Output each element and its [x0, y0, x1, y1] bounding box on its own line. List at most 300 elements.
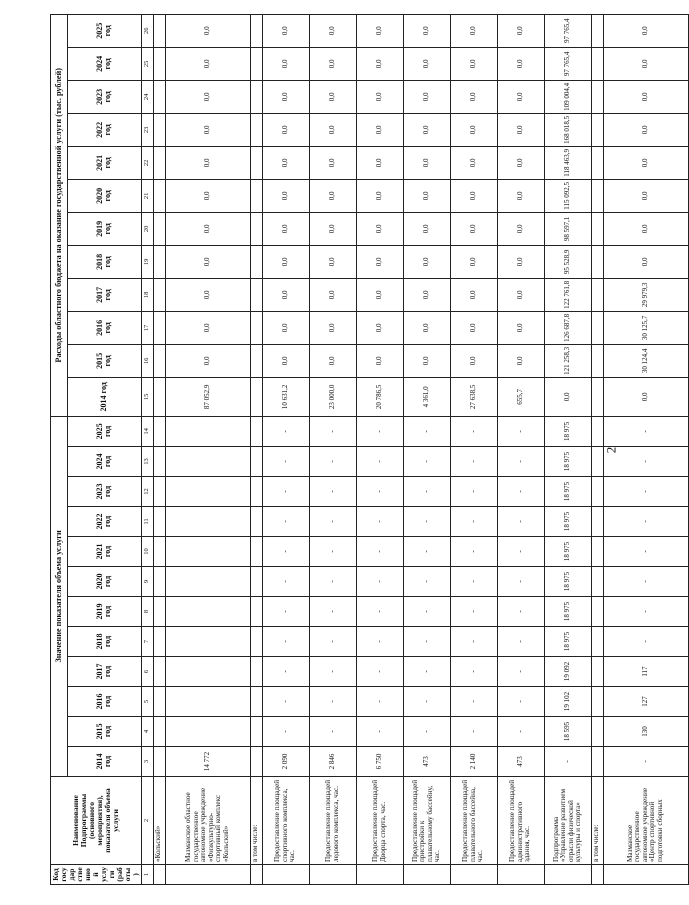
expense-cell: 0,0 [497, 344, 544, 377]
expense-cell: 87 052,9 [165, 377, 250, 416]
expense-cell: 0,0 [497, 113, 544, 146]
expense-group-header: Расходы областного бюджета на оказание государственной услуги (тыс. рублей) [51, 14, 68, 416]
expense-cell: 0,0 [403, 146, 450, 179]
expense-cell: 0,0 [403, 212, 450, 245]
expense-cell: 0,0 [603, 245, 688, 278]
expense-cell: 97 765,4 [544, 14, 591, 47]
expense-cell: 0,0 [356, 245, 403, 278]
volume-cell: - [262, 537, 309, 567]
row-code [262, 865, 309, 885]
year-header-row [68, 14, 142, 884]
expense-cell: 0,0 [403, 14, 450, 47]
volume-cell: - [309, 537, 356, 567]
volume-cell: - [403, 447, 450, 477]
column-index: 20 [141, 212, 153, 245]
expense-cell [250, 344, 262, 377]
volume-cell: - [497, 627, 544, 657]
volume-year-header: 2022 год [68, 507, 142, 537]
expense-cell [153, 212, 165, 245]
expense-cell: 0,0 [356, 146, 403, 179]
expense-cell: 0,0 [356, 311, 403, 344]
expense-cell: 0,0 [309, 14, 356, 47]
volume-year-header: 2014 год [68, 747, 142, 777]
row-code [309, 865, 356, 885]
volume-cell [250, 477, 262, 507]
table-row [450, 14, 497, 884]
volume-cell [250, 507, 262, 537]
expense-cell: 0,0 [356, 47, 403, 80]
expense-cell: 0,0 [450, 14, 497, 47]
column-index: 2 [141, 777, 153, 865]
expense-cell: 0,0 [497, 47, 544, 80]
volume-cell: - [403, 687, 450, 717]
expense-cell: 0,0 [309, 179, 356, 212]
table-row [262, 14, 309, 884]
volume-cell: - [309, 447, 356, 477]
expense-year-header: 2021 год [68, 146, 142, 179]
volume-cell: - [497, 477, 544, 507]
row-code [450, 865, 497, 885]
expense-cell: 0,0 [309, 344, 356, 377]
expense-cell: 109 004,4 [544, 80, 591, 113]
volume-year-header: 2015 год [68, 717, 142, 747]
expense-cell: 0,0 [262, 179, 309, 212]
volume-cell: - [403, 627, 450, 657]
volume-year-header: 2016 год [68, 687, 142, 717]
volume-cell [250, 416, 262, 446]
expense-cell: 0,0 [165, 146, 250, 179]
expense-cell [153, 14, 165, 47]
row-name: Подпрограмма «Управление развитием отрасли физической культуры и спорта» [544, 777, 591, 865]
volume-cell: 19 092 [544, 657, 591, 687]
expense-cell: 0,0 [403, 311, 450, 344]
volume-cell [165, 507, 250, 537]
volume-cell: - [450, 657, 497, 687]
expense-cell [591, 80, 603, 113]
expense-cell: 0,0 [403, 113, 450, 146]
row-code [603, 865, 688, 885]
expense-year-header: 2019 год [68, 212, 142, 245]
expense-cell [153, 113, 165, 146]
expense-cell: 118 463,9 [544, 146, 591, 179]
volume-cell [153, 567, 165, 597]
volume-cell: - [603, 477, 688, 507]
column-index: 10 [141, 537, 153, 567]
volume-cell: - [309, 657, 356, 687]
expense-cell: 0,0 [450, 146, 497, 179]
expense-cell [591, 212, 603, 245]
volume-cell: 18 975 [544, 627, 591, 657]
expense-cell [250, 113, 262, 146]
expense-cell: 0,0 [403, 245, 450, 278]
row-name: Предоставление площадей административного здания, час. [497, 777, 544, 865]
volume-cell: - [309, 717, 356, 747]
expense-cell: 0,0 [450, 47, 497, 80]
table-row [497, 14, 544, 884]
volume-year-header: 2025 год [68, 416, 142, 446]
volume-cell: - [403, 567, 450, 597]
volume-cell: - [603, 567, 688, 597]
column-index: 12 [141, 477, 153, 507]
expense-cell: 115 092,5 [544, 179, 591, 212]
volume-cell: 19 102 [544, 687, 591, 717]
expense-cell: 0,0 [603, 146, 688, 179]
expense-cell: 655,7 [497, 377, 544, 416]
expense-year-header: 2025 год [68, 14, 142, 47]
expense-cell: 0,0 [262, 113, 309, 146]
volume-cell: - [403, 717, 450, 747]
expense-cell [250, 212, 262, 245]
volume-cell [165, 447, 250, 477]
volume-cell: - [309, 627, 356, 657]
volume-cell: - [403, 507, 450, 537]
expense-cell [591, 47, 603, 80]
expense-cell: 0,0 [450, 245, 497, 278]
column-index: 4 [141, 717, 153, 747]
table-row [250, 14, 262, 884]
expense-cell: 0,0 [262, 47, 309, 80]
volume-cell: 18 975 [544, 507, 591, 537]
expense-cell: 0,0 [603, 80, 688, 113]
volume-year-header: 2018 год [68, 627, 142, 657]
volume-cell: - [262, 717, 309, 747]
volume-cell: 18 975 [544, 477, 591, 507]
volume-cell: - [544, 747, 591, 777]
volume-cell [165, 416, 250, 446]
volume-cell: - [497, 416, 544, 446]
volume-cell [591, 597, 603, 627]
volume-cell [153, 747, 165, 777]
volume-cell [591, 537, 603, 567]
volume-cell [250, 747, 262, 777]
expense-cell: 0,0 [403, 80, 450, 113]
expense-cell: 0,0 [403, 179, 450, 212]
volume-cell: 130 [603, 717, 688, 747]
row-name: Мазманское государственное автономное учреждение «Центр спортивной подготовки сборных [603, 777, 688, 865]
volume-year-header: 2021 год [68, 537, 142, 567]
volume-cell: - [450, 477, 497, 507]
expense-year-header: 2023 год [68, 80, 142, 113]
volume-cell: - [497, 687, 544, 717]
volume-cell: - [262, 507, 309, 537]
volume-year-header: 2023 год [68, 477, 142, 507]
expense-cell: 0,0 [603, 377, 688, 416]
expense-cell: 0,0 [450, 344, 497, 377]
row-code [497, 865, 544, 885]
expense-cell: 122 761,8 [544, 278, 591, 311]
volume-cell: - [262, 447, 309, 477]
expense-cell [153, 311, 165, 344]
volume-cell: - [497, 537, 544, 567]
volume-cell: - [356, 597, 403, 627]
expense-cell: 0,0 [309, 80, 356, 113]
expense-cell: 0,0 [309, 146, 356, 179]
expense-cell: 0,0 [497, 245, 544, 278]
volume-cell [153, 447, 165, 477]
expense-cell [250, 80, 262, 113]
expense-cell: 4 361,0 [403, 377, 450, 416]
expense-cell: 30 124,4 [603, 344, 688, 377]
table-row [356, 14, 403, 884]
volume-cell: - [262, 657, 309, 687]
volume-cell [165, 477, 250, 507]
expense-year-header: 2022 год [68, 113, 142, 146]
expense-cell: 30 125,7 [603, 311, 688, 344]
column-index: 26 [141, 14, 153, 47]
expense-cell [591, 377, 603, 416]
volume-cell: - [356, 627, 403, 657]
volume-year-header: 2017 год [68, 657, 142, 687]
volume-cell [153, 687, 165, 717]
volume-cell: 2 140 [450, 747, 497, 777]
row-name: Предоставление площадей ледового комплекса, час. [309, 777, 356, 865]
volume-cell: 473 [403, 747, 450, 777]
volume-cell: - [262, 477, 309, 507]
volume-cell [591, 717, 603, 747]
volume-cell [153, 597, 165, 627]
expense-cell: 0,0 [403, 344, 450, 377]
volume-cell: - [450, 537, 497, 567]
volume-cell [165, 567, 250, 597]
column-index: 11 [141, 507, 153, 537]
volume-cell: - [262, 687, 309, 717]
volume-cell: - [497, 567, 544, 597]
expense-cell: 0,0 [450, 113, 497, 146]
table-body [153, 14, 688, 884]
expense-cell: 0,0 [356, 113, 403, 146]
expense-cell: 0,0 [497, 212, 544, 245]
volume-cell [250, 447, 262, 477]
expense-cell [153, 245, 165, 278]
expense-cell: 0,0 [309, 212, 356, 245]
volume-year-header: 2019 год [68, 597, 142, 627]
expense-cell: 0,0 [309, 311, 356, 344]
volume-cell: - [262, 416, 309, 446]
volume-cell: - [603, 416, 688, 446]
expense-cell: 121 258,3 [544, 344, 591, 377]
expense-cell [250, 377, 262, 416]
volume-cell: - [356, 416, 403, 446]
volume-cell: - [356, 477, 403, 507]
expense-cell: 0,0 [356, 344, 403, 377]
volume-cell [250, 537, 262, 567]
expense-cell: 97 765,4 [544, 47, 591, 80]
volume-cell [250, 567, 262, 597]
volume-cell [250, 687, 262, 717]
expense-cell: 0,0 [603, 113, 688, 146]
expense-cell: 0,0 [450, 80, 497, 113]
volume-cell [591, 567, 603, 597]
volume-cell [250, 657, 262, 687]
column-index: 18 [141, 278, 153, 311]
volume-cell [591, 447, 603, 477]
expense-year-header: 2017 год [68, 278, 142, 311]
services-table [50, 14, 689, 885]
column-index: 14 [141, 416, 153, 446]
volume-cell [591, 507, 603, 537]
row-name: Предоставление площадей пристройки к плавательному бассейну, час. [403, 777, 450, 865]
column-index: 8 [141, 597, 153, 627]
expense-cell: 0,0 [165, 47, 250, 80]
expense-cell: 0,0 [165, 245, 250, 278]
row-name: Предоставление площадей спортивного комплекса, час. [262, 777, 309, 865]
expense-cell: 0,0 [356, 278, 403, 311]
column-index: 5 [141, 687, 153, 717]
expense-year-header: 2014 год [68, 377, 142, 416]
volume-cell: - [450, 447, 497, 477]
expense-year-header: 2015 год [68, 344, 142, 377]
expense-cell: 0,0 [262, 80, 309, 113]
expense-cell: 0,0 [603, 212, 688, 245]
volume-cell: - [450, 687, 497, 717]
expense-cell: 0,0 [309, 245, 356, 278]
column-index: 9 [141, 567, 153, 597]
volume-cell: - [356, 657, 403, 687]
expense-cell [250, 278, 262, 311]
volume-cell: - [450, 507, 497, 537]
expense-cell: 0,0 [262, 212, 309, 245]
expense-cell: 0,0 [262, 278, 309, 311]
table-row [403, 14, 450, 884]
volume-cell: - [356, 567, 403, 597]
expense-cell [153, 146, 165, 179]
volume-cell [165, 627, 250, 657]
expense-cell: 0,0 [165, 80, 250, 113]
expense-cell: 0,0 [497, 80, 544, 113]
volume-cell: 6 750 [356, 747, 403, 777]
volume-cell: - [403, 657, 450, 687]
volume-cell [153, 657, 165, 687]
volume-cell [591, 687, 603, 717]
row-name: Предоставление площадей плавательного бассейна, час. [450, 777, 497, 865]
volume-cell: - [497, 597, 544, 627]
expense-cell: 0,0 [450, 212, 497, 245]
expense-cell: 0,0 [165, 311, 250, 344]
volume-cell: - [450, 717, 497, 747]
expense-cell: 0,0 [450, 278, 497, 311]
expense-cell: 0,0 [356, 80, 403, 113]
volume-cell [591, 657, 603, 687]
column-index: 17 [141, 311, 153, 344]
column-index: 24 [141, 80, 153, 113]
volume-cell: 18 975 [544, 416, 591, 446]
expense-cell: 0,0 [356, 212, 403, 245]
row-code [356, 865, 403, 885]
expense-cell: 95 528,9 [544, 245, 591, 278]
expense-cell [250, 14, 262, 47]
expense-cell [153, 80, 165, 113]
expense-cell [250, 47, 262, 80]
volume-cell: 18 975 [544, 567, 591, 597]
volume-cell: - [497, 717, 544, 747]
expense-cell [250, 311, 262, 344]
table-row [603, 14, 688, 884]
volume-cell [153, 477, 165, 507]
volume-cell [250, 597, 262, 627]
volume-cell: - [403, 416, 450, 446]
column-index: 23 [141, 113, 153, 146]
expense-cell: 0,0 [403, 47, 450, 80]
volume-cell: - [497, 507, 544, 537]
expense-cell [591, 146, 603, 179]
volume-cell: - [603, 627, 688, 657]
volume-year-header: 2024 год [68, 447, 142, 477]
expense-cell: 0,0 [309, 113, 356, 146]
volume-cell: - [450, 416, 497, 446]
volume-cell [250, 717, 262, 747]
expense-cell [591, 14, 603, 47]
volume-cell: - [356, 717, 403, 747]
volume-cell [165, 597, 250, 627]
expense-year-header: 2016 год [68, 311, 142, 344]
expense-cell: 0,0 [603, 14, 688, 47]
expense-cell: 0,0 [603, 179, 688, 212]
volume-cell [153, 507, 165, 537]
column-index: 21 [141, 179, 153, 212]
expense-cell [591, 113, 603, 146]
expense-cell: 98 597,1 [544, 212, 591, 245]
volume-cell [165, 687, 250, 717]
table-row [544, 14, 591, 884]
expense-cell: 0,0 [165, 179, 250, 212]
expense-cell: 0,0 [262, 311, 309, 344]
volume-cell: - [356, 447, 403, 477]
volume-cell: - [309, 687, 356, 717]
volume-cell: - [262, 627, 309, 657]
volume-cell: - [403, 537, 450, 567]
expense-cell: 0,0 [403, 278, 450, 311]
volume-cell: - [497, 447, 544, 477]
volume-cell: 2 090 [262, 747, 309, 777]
expense-cell: 27 638,5 [450, 377, 497, 416]
volume-cell [153, 717, 165, 747]
volume-cell: 473 [497, 747, 544, 777]
volume-cell: - [603, 747, 688, 777]
expense-year-header: 2020 год [68, 179, 142, 212]
column-index: 16 [141, 344, 153, 377]
row-code [591, 865, 603, 885]
volume-cell: - [356, 537, 403, 567]
expense-cell: 0,0 [497, 278, 544, 311]
column-index: 6 [141, 657, 153, 687]
column-index: 15 [141, 377, 153, 416]
row-code [250, 865, 262, 885]
volume-cell: 14 772 [165, 747, 250, 777]
volume-cell: - [309, 597, 356, 627]
expense-cell [591, 278, 603, 311]
column-index: 13 [141, 447, 153, 477]
volume-cell: - [309, 416, 356, 446]
expense-cell: 0,0 [603, 47, 688, 80]
volume-cell: 127 [603, 687, 688, 717]
volume-cell: - [603, 597, 688, 627]
expense-cell: 0,0 [497, 146, 544, 179]
expense-cell: 0,0 [262, 245, 309, 278]
volume-cell: - [309, 507, 356, 537]
expense-cell: 0,0 [262, 344, 309, 377]
column-index: 3 [141, 747, 153, 777]
volume-cell [250, 627, 262, 657]
expense-cell [153, 377, 165, 416]
column-index: 25 [141, 47, 153, 80]
table-row [309, 14, 356, 884]
expense-cell [591, 179, 603, 212]
row-name: в том числе: [250, 777, 262, 865]
volume-cell: - [450, 627, 497, 657]
expense-cell: 29 979,3 [603, 278, 688, 311]
column-index: 1 [141, 865, 153, 885]
expense-cell: 0,0 [497, 14, 544, 47]
